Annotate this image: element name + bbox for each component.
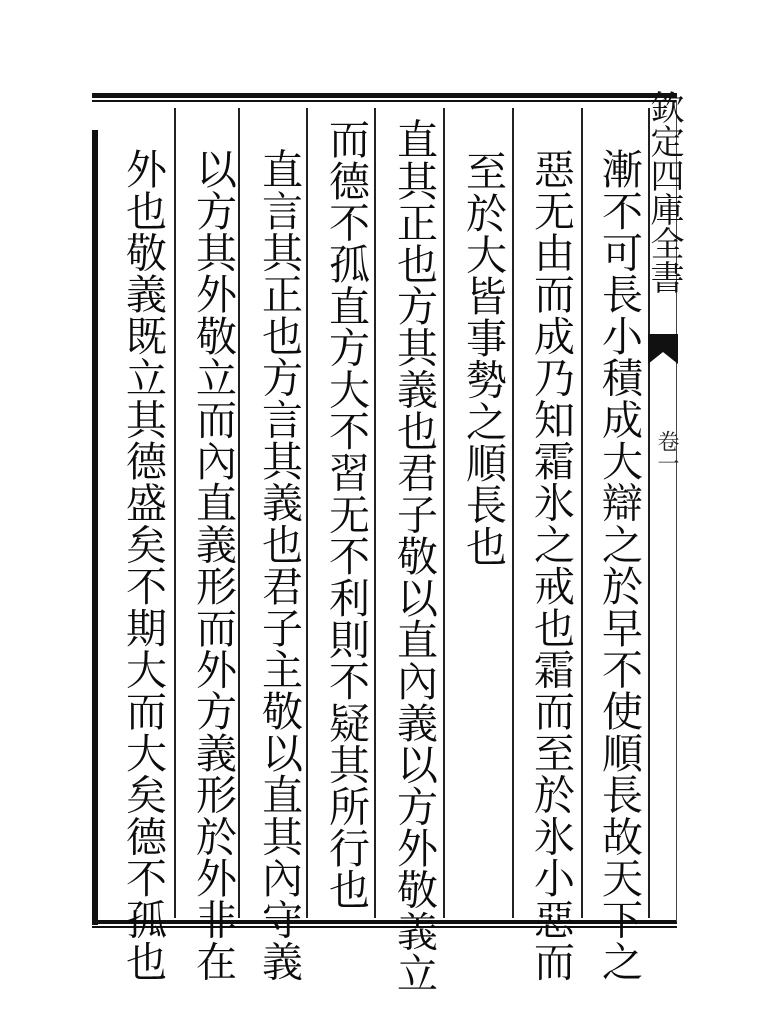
margin-title: 欽定四庫全書 bbox=[644, 90, 684, 294]
text-column-8: 外也敬義既立其德盛矣不期大而大矣德不孤也 bbox=[119, 148, 167, 982]
column-rule bbox=[512, 108, 514, 918]
column-rule bbox=[443, 108, 445, 918]
top-border-inner bbox=[92, 100, 677, 102]
text-column-5: 而德不孤直方大不習无不利則不疑其所行也 bbox=[322, 118, 370, 911]
fishtail-mark bbox=[648, 334, 678, 364]
text-column-2: 惡无由而成乃知霜氷之戒也霜而至於氷小惡而 bbox=[527, 148, 575, 982]
text-column-4: 直其正也方其義也君子敬以直內義以方外敬義立 bbox=[390, 118, 438, 994]
juan-label: 卷一 bbox=[654, 430, 679, 474]
left-border bbox=[92, 130, 98, 925]
top-border bbox=[92, 93, 677, 98]
text-column-3: 至於大皆事勢之順長也 bbox=[459, 150, 507, 567]
column-rule bbox=[174, 108, 176, 918]
text-column-1: 漸不可長小積成大辯之於早不使順長故天下之 bbox=[595, 148, 643, 982]
text-column-7: 以方其外敬立而內直義形而外方義形於外非在 bbox=[189, 148, 237, 982]
text-column-6: 直言其正也方言其義也君子主敬以直其內守義 bbox=[255, 148, 303, 982]
column-rule bbox=[581, 108, 583, 918]
